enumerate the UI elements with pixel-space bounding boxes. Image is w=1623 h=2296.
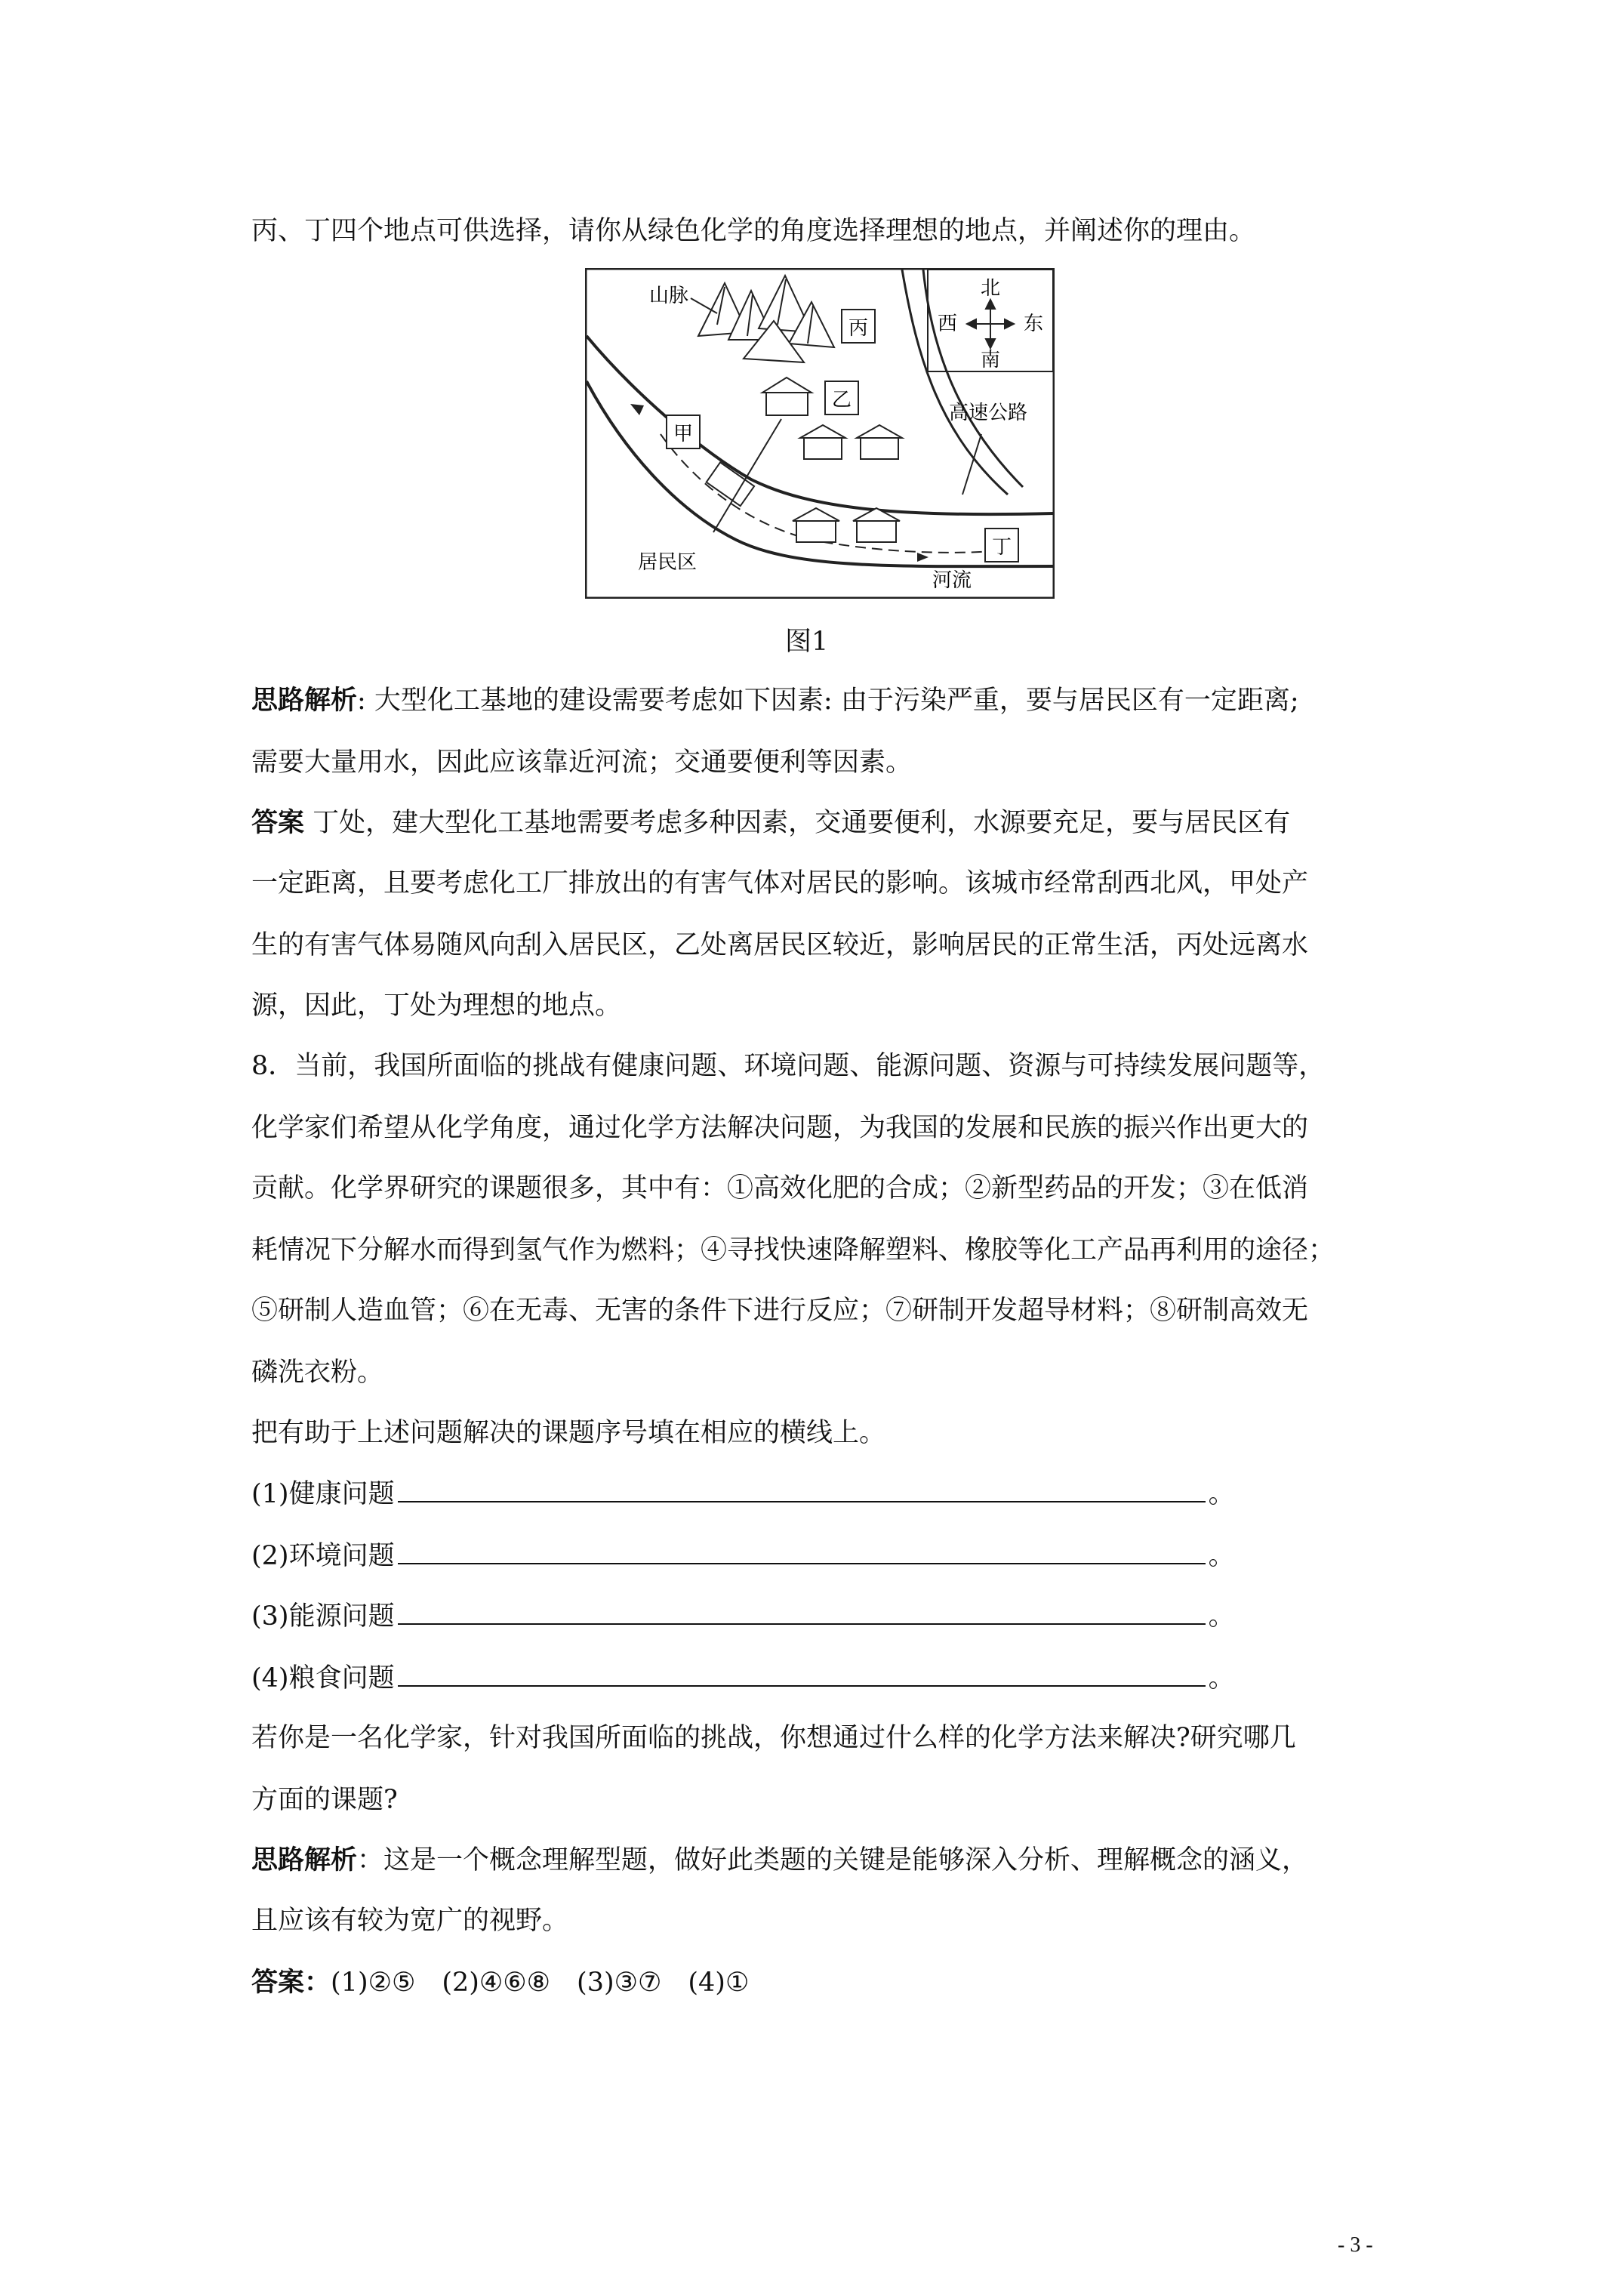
mountain-label: 山脉 <box>649 285 689 307</box>
blank-item-4: (4)粮食问题 。 <box>251 1660 1235 1697</box>
q8-line6: 磷洗衣粉。 <box>251 1358 384 1388</box>
q8-followup2: 方面的课题? <box>251 1785 398 1815</box>
analysis2-line1: 思路解析：这是一个概念理解型题，做好此类题的关键是能够深入分析、理解概念的涵义， <box>251 1845 1309 1875</box>
answer1-line4: 源，因此，丁处为理想的地点。 <box>251 991 622 1021</box>
location-ding: 丁 <box>991 536 1012 559</box>
location-yi: 乙 <box>831 389 852 411</box>
compass-north: 北 <box>980 277 1001 300</box>
residential-label: 居民区 <box>638 551 698 574</box>
answer-blank-1[interactable] <box>398 1475 1206 1502</box>
q8-line2: 化学家们希望从化学角度，通过化学方法解决问题，为我国的发展和民族的振兴作出更大的 <box>251 1113 1309 1143</box>
answer1-line1: 答案 丁处，建大型化工基地需要考虑多种因素，交通要便利，水源要充足，要与居民区有 <box>251 807 1291 838</box>
answer-blank-4[interactable] <box>398 1660 1206 1687</box>
figure-caption: 图1 <box>785 627 829 657</box>
answer2-line: 答案：(1)②⑤ (2)④⑥⑧ (3)③⑦ (4)① <box>251 1967 750 1998</box>
highway-label: 高速公路 <box>949 402 1028 424</box>
answer2-label: 答案： <box>251 1967 331 1998</box>
q8-line4: 耗情况下分解水而得到氢气作为燃料；④寻找快速降解塑料、橡胶等化工产品再利用的途径； <box>251 1235 1335 1265</box>
page-number: - 3 - <box>1338 2233 1373 2257</box>
answer1-line3: 生的有害气体易随风向刮入居民区，乙处离居民区较近，影响居民的正常生活，丙处远离水 <box>251 930 1309 960</box>
compass-east: 东 <box>1023 313 1044 335</box>
q8-followup1: 若你是一名化学家，针对我国所面临的挑战，你想通过什么样的化学方法来解决?研究哪几 <box>251 1723 1296 1753</box>
analysis2-label: 思路解析 <box>251 1845 358 1875</box>
blank-item-3: (3)能源问题 。 <box>251 1598 1235 1635</box>
map-figure <box>585 268 1055 599</box>
answer1-line2: 一定距离，且要考虑化工厂排放出的有害气体对居民的影响。该城市经常刮西北风，甲处产 <box>251 868 1309 898</box>
analysis1-line2: 需要大量用水，因此应该靠近河流；交通要便利等因素。 <box>251 747 913 778</box>
analysis2-line2: 且应该有较为宽广的视野。 <box>251 1906 569 1936</box>
q8-line5: ⑤研制人造血管；⑥在无毒、无害的条件下进行反应；⑦研制开发超导材料；⑧研制高效无 <box>251 1296 1309 1326</box>
answer-blank-2[interactable] <box>398 1537 1206 1564</box>
blank-item-1: (1)健康问题 。 <box>251 1475 1235 1512</box>
compass-south: 南 <box>980 349 1001 371</box>
blank-item-2: (2)环境问题 。 <box>251 1537 1235 1574</box>
answer-blank-3[interactable] <box>398 1598 1206 1625</box>
analysis1-label: 思路解析 <box>251 685 358 716</box>
location-bing: 丙 <box>848 317 869 340</box>
river-label: 河流 <box>932 569 972 592</box>
q8-instruction: 把有助于上述问题解决的课题序号填在相应的横线上。 <box>251 1418 886 1448</box>
answer1-label: 答案 <box>251 807 305 838</box>
location-jia: 甲 <box>673 423 694 445</box>
compass-west: 西 <box>937 313 958 335</box>
q8-line1: 8．当前，我国所面临的挑战有健康问题、环境问题、能源问题、资源与可持续发展问题等， <box>251 1051 1326 1081</box>
q8-line3: 贡献。化学界研究的课题很多，其中有：①高效化肥的合成；②新型药品的开发；③在低消 <box>251 1173 1309 1203</box>
intro-text: 丙、丁四个地点可供选择，请你从绿色化学的角度选择理想的地点，并阐述你的理由。 <box>251 216 1256 246</box>
analysis1-line1: 思路解析: 大型化工基地的建设需要考虑如下因素: 由于污染严重，要与居民区有一定距离; <box>251 685 1299 716</box>
